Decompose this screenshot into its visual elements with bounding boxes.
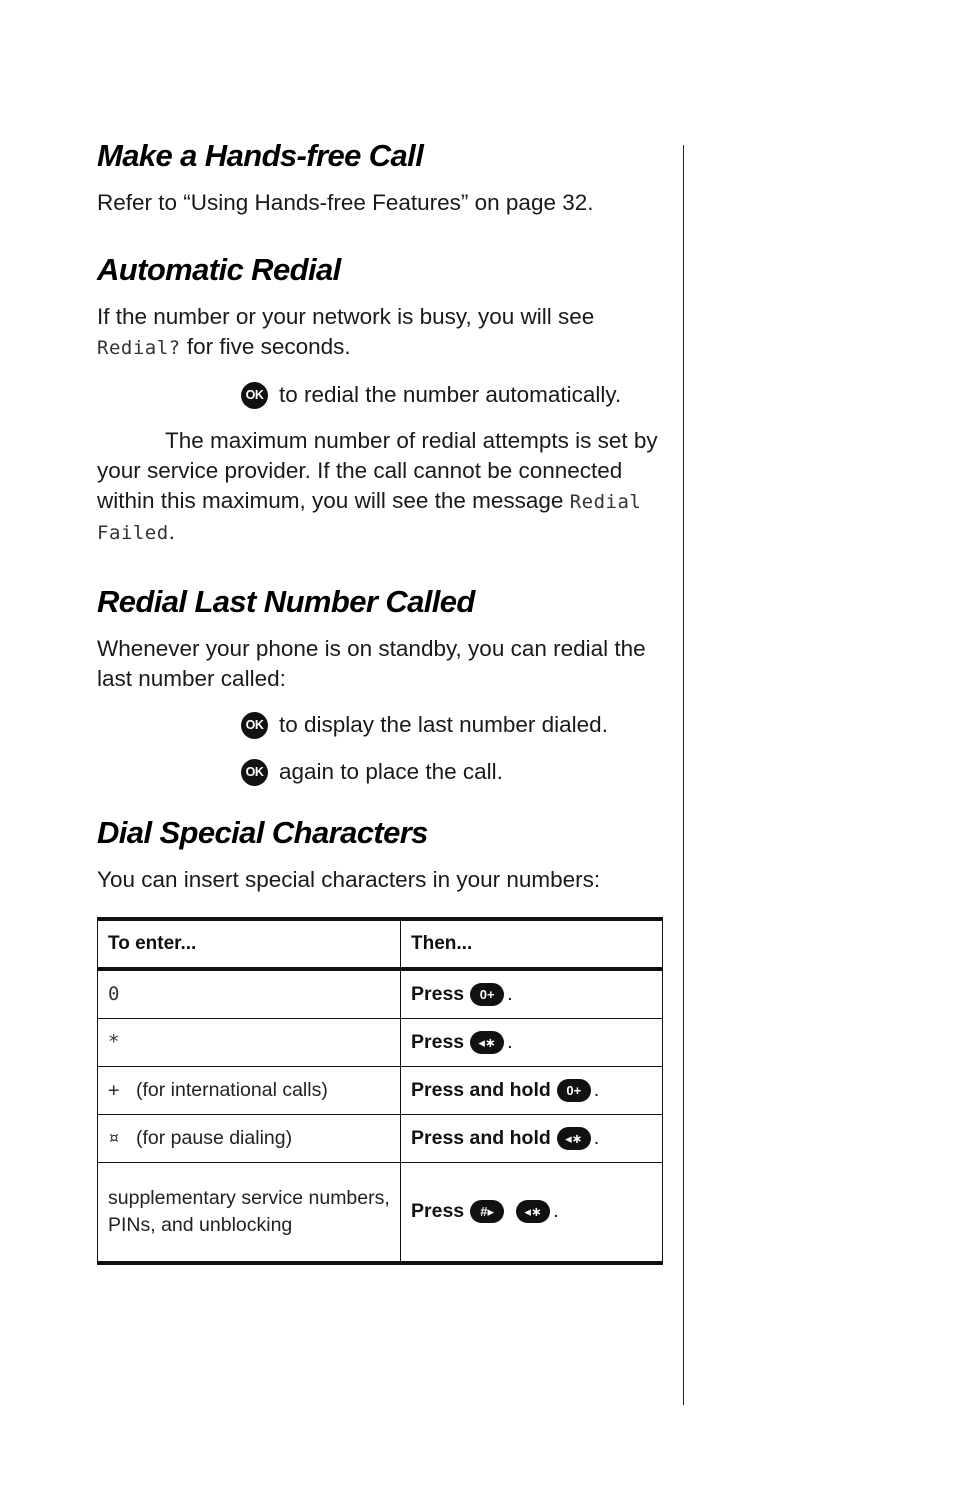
hash-right-key-icon: #▸ — [470, 1200, 504, 1223]
col-header-then: Then... — [401, 919, 663, 969]
page-margin-rule — [683, 145, 684, 1405]
symbol-pause: ¤ — [108, 1127, 120, 1149]
zero-plus-key-icon: 0+ — [557, 1079, 591, 1102]
special-chars-table — [97, 917, 663, 1265]
symbol-zero: 0 — [108, 983, 120, 1005]
table-row: * Press ◂∗ . — [98, 1019, 663, 1067]
col-header-enter: To enter... — [98, 919, 401, 969]
heading-special-chars: Dial Special Characters — [97, 815, 428, 850]
table-row: 0 Press 0+ . — [98, 969, 663, 1019]
redial-step: OK to redial the number automatically. — [97, 380, 662, 410]
heading-redial-last: Redial Last Number Called — [97, 584, 475, 619]
table-row: + (for international calls) Press and hold 0+ . — [98, 1067, 663, 1115]
star-left-key-icon: ◂∗ — [557, 1127, 591, 1150]
lcd-redial-prompt: Redial? — [97, 337, 181, 359]
symbol-plus: + — [108, 1079, 120, 1101]
handsfree-body: Refer to “Using Hands-free Features” on page 32. — [97, 190, 594, 215]
symbol-star: * — [108, 1031, 120, 1053]
redial-last-step2: OK again to place the call. — [97, 757, 662, 787]
ok-key-icon: OK — [241, 382, 268, 409]
zero-plus-key-icon: 0+ — [470, 983, 504, 1006]
ok-key-icon: OK — [241, 759, 268, 786]
redial-last-step1: OK to display the last number dialed. — [97, 710, 662, 740]
heading-automatic-redial: Automatic Redial — [97, 252, 341, 287]
ok-key-icon: OK — [241, 712, 268, 739]
heading-handsfree: Make a Hands-free Call — [97, 138, 424, 173]
redial-note: The maximum number of redial attempts is set by your service provider. If the call cannot be connected within this maximum, you will see the message Redial Failed. — [97, 428, 658, 544]
table-row: ¤ (for pause dialing) Press and hold ◂∗ . — [98, 1115, 663, 1163]
redial-last-intro: Whenever your phone is on standby, you can redial the last number called: — [97, 636, 646, 691]
table-row: supplementary service numbers, PINs, and unblocking Press #▸ ◂∗ . — [98, 1163, 663, 1263]
lcd-redial-failed: Redial Failed — [97, 491, 642, 544]
page-content — [97, 130, 662, 1265]
redial-intro: If the number or your network is busy, you will see Redial? for five seconds. — [97, 304, 595, 359]
star-left-key-icon: ◂∗ — [516, 1200, 550, 1223]
star-left-key-icon: ◂∗ — [470, 1031, 504, 1054]
special-intro: You can insert special characters in your numbers: — [97, 867, 601, 892]
